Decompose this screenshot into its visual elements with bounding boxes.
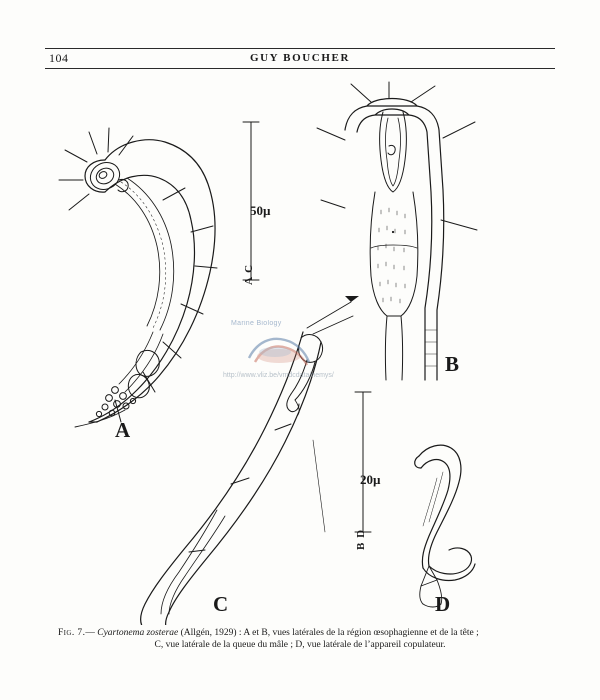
panel-b-drawing [317, 82, 477, 380]
caption-figure-label: Fig. 7. [58, 628, 86, 638]
figure-caption [58, 627, 542, 651]
scale-axis-label-ac: A C [243, 263, 255, 285]
panel-letter-c: C [213, 592, 229, 616]
header-rule-top [45, 48, 555, 49]
caption-authority: (Allgén, 1929) : A et B, vues latérales de la région œsophagienne et de la tête ; [178, 628, 479, 638]
scale-axis-label-bd: B D [355, 528, 367, 550]
caption-second-line: C, vue latérale de la queue du mâle ; D, vue latérale de l’appareil copulateur. [154, 640, 446, 651]
panel-d-drawing [415, 445, 475, 607]
page-header [45, 48, 555, 70]
panel-letter-b: B [445, 352, 460, 376]
panel-c-drawing [141, 296, 359, 625]
watermark-title: Marine Biology [231, 320, 282, 327]
folio-number: 104 [49, 51, 69, 65]
header-rule-bottom [45, 68, 555, 69]
scale-bar-bd [355, 392, 371, 532]
running-head: GUY BOUCHER [249, 52, 350, 64]
scale-bar-ac [243, 122, 259, 280]
scale-label-20: 20µ [360, 472, 381, 487]
panel-a-drawing [59, 128, 217, 427]
caption-species-name: Cyartonema zosterae [97, 628, 179, 638]
panel-letter-a: A [115, 418, 131, 442]
caption-dash: — [85, 628, 98, 638]
panel-letter-d: D [435, 592, 451, 616]
watermark-url: http://www.vliz.be/vmdcdata/nemys/ [223, 372, 334, 379]
figure-plate [45, 80, 555, 625]
scale-label-50: 50µ [250, 202, 271, 218]
figure-drawing [45, 80, 555, 625]
